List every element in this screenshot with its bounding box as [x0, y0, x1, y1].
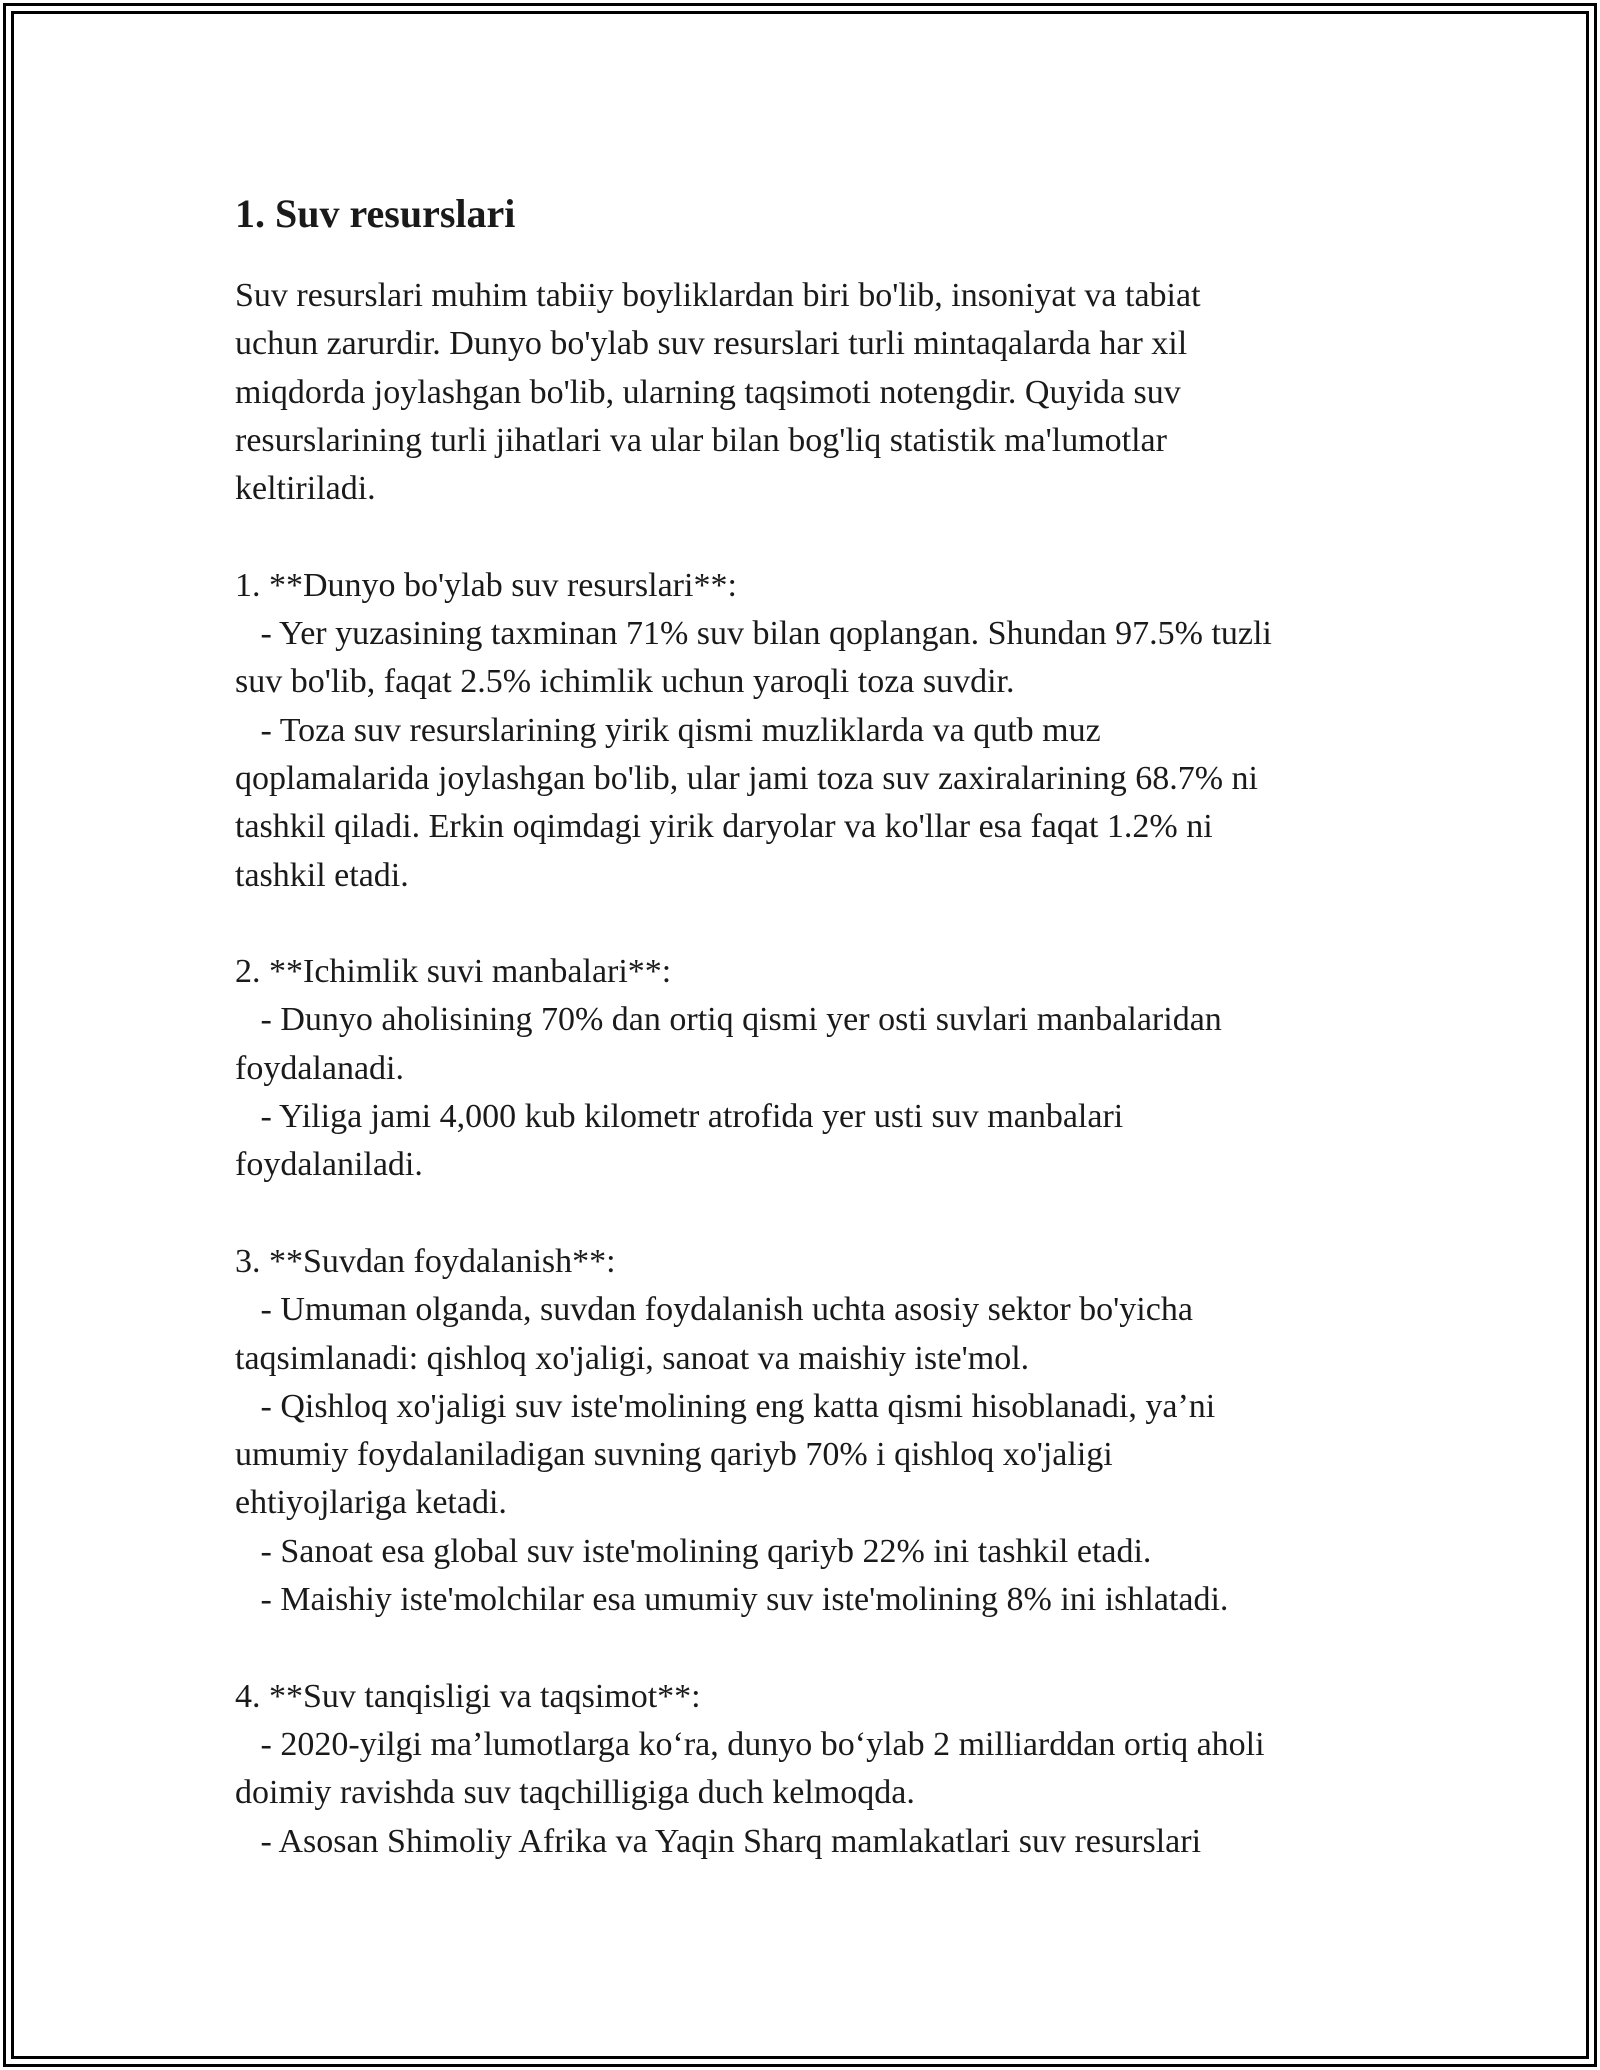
section-line: - Yer yuzasining taxminan 71% suv bilan qoplangan. Shundan 97.5% tuzli	[235, 615, 1272, 653]
section-line: umumiy foydalaniladigan suvning qariyb 70% i qishloq xo'jaligi	[235, 1436, 1113, 1474]
section-line: - 2020-yilgi ma’lumotlarga ko‘ra, dunyo bo‘ylab 2 milliarddan ortiq aholi	[235, 1725, 1265, 1763]
section-heading: 2. **Ichimlik suvi manbalari**:	[235, 953, 672, 991]
spacer	[235, 1624, 1385, 1672]
spacer	[235, 1190, 1385, 1238]
section-line: suv bo'lib, faqat 2.5% ichimlik uchun yaroqli toza suvdir.	[235, 663, 1015, 701]
intro-line: miqdorda joylashgan bo'lib, ularning taqsimoti notengdir. Quyida suv	[235, 373, 1181, 411]
section-line: - Asosan Shimoliy Afrika va Yaqin Sharq mamlakatlari suv resurslari	[235, 1822, 1202, 1860]
section-heading: 4. **Suv tanqisligi va taqsimot**:	[235, 1677, 701, 1715]
section-heading: 3. **Suvdan foydalanish**:	[235, 1242, 616, 1280]
intro-line: keltiriladi.	[235, 470, 376, 508]
section-line: - Yiliga jami 4,000 kub kilometr atrofida yer usti suv manbalari	[235, 1098, 1124, 1136]
section-water-scarcity	[235, 1673, 1385, 1866]
section-line: doimiy ravishda suv taqchilligiga duch kelmoqda.	[235, 1774, 915, 1812]
section-line: - Maishiy iste'molchilar esa umumiy suv iste'molining 8% ini ishlatadi.	[235, 1581, 1229, 1619]
section-line: tashkil qiladi. Erkin oqimdagi yirik daryolar va ko'llar esa faqat 1.2% ni	[235, 808, 1213, 846]
section-heading: 1. **Dunyo bo'ylab suv resurslari**:	[235, 566, 737, 604]
section-world-water	[235, 562, 1385, 900]
section-line: foydalanadi.	[235, 1049, 404, 1087]
page-title: 1. Suv resurslari	[235, 191, 516, 236]
section-line: qoplamalarida joylashgan bo'lib, ular jami toza suv zaxiralarining 68.7% ni	[235, 759, 1259, 797]
section-line: - Qishloq xo'jaligi suv iste'molining eng katta qismi hisoblanadi, ya’ni	[235, 1387, 1216, 1425]
intro-paragraph	[235, 272, 1385, 513]
section-line: foydalaniladi.	[235, 1146, 423, 1184]
section-line: ehtiyojlariga ketadi.	[235, 1484, 507, 1522]
section-drinking-water	[235, 948, 1385, 1189]
intro-line: uchun zarurdir. Dunyo bo'ylab suv resurslari turli mintaqalarda har xil	[235, 325, 1188, 363]
intro-line: Suv resurslari muhim tabiiy boyliklardan biri bo'lib, insoniyat va tabiat	[235, 277, 1201, 314]
section-line: - Umuman olganda, suvdan foydalanish uchta asosiy sektor bo'yicha	[235, 1291, 1193, 1329]
section-line: taqsimlanadi: qishloq xo'jaligi, sanoat va maishiy iste'mol.	[235, 1339, 1030, 1377]
section-line: - Dunyo aholisining 70% dan ortiq qismi yer osti suvlari manbalaridan	[235, 1001, 1222, 1039]
spacer	[235, 900, 1385, 948]
section-water-use	[235, 1238, 1385, 1624]
section-line: tashkil etadi.	[235, 856, 409, 894]
section-line: - Sanoat esa global suv iste'molining qariyb 22% ini tashkil etadi.	[235, 1532, 1152, 1570]
document-body	[235, 186, 1385, 1866]
section-line: - Toza suv resurslarining yirik qismi muzliklarda va qutb muz	[235, 711, 1101, 749]
intro-line: resurslarining turli jihatlari va ular bilan bog'liq statistik ma'lumotlar	[235, 421, 1167, 459]
spacer	[235, 513, 1385, 561]
